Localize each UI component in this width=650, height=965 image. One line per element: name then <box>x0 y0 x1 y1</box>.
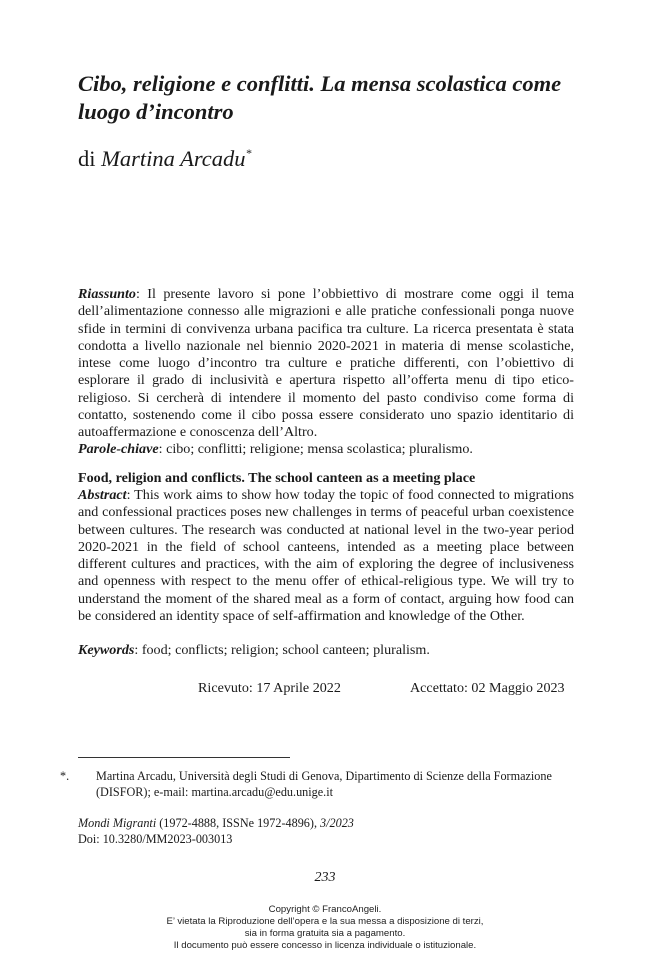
keywords-it-text: : cibo; conflitti; religione; mensa scolastica; pluralismo. <box>158 441 473 457</box>
journal-doi: Doi: 10.3280/MM2023-003013 <box>78 832 233 846</box>
abstract-it-text: : Il presente lavoro si pone l’obbiettivo di mostrare come oggi il tema dell’alimentazione connesso alle migrazioni e alle pratiche confessionali ponga nuove sfide in termini di convivenza urbana pacifica tra culture. La ricerca presentata è stata condotta a livello nazionale nel biennio 2020-2021 in materia di mense scolastiche, intese come luogo d’incontro tra culture e pratiche differenti, con l’obiettivo di esplorare il grado di inclusività e apertura rispetto all’offerta menu di tipo etico-religioso. Si cercherà di intendere il momento del pasto condiviso come forma di contatto, sostenendo come il cibo possa essere considerato uno spazio identitario di autoaffermazione e conoscenza dell’Altro. <box>78 286 574 441</box>
keywords-it-label: Parole-chiave <box>78 441 159 457</box>
italian-abstract <box>78 286 574 442</box>
author-byline <box>78 146 252 172</box>
footnote-mark: *. <box>60 769 70 783</box>
copyright-notice <box>0 904 650 952</box>
english-title: Food, religion and conflicts. The school canteen as a meeting place <box>78 470 476 486</box>
copyright-line-4: Il documento può essere concesso in licenza individuale o istituzionale. <box>173 940 477 951</box>
copyright-line-3: sia in forma gratuita sia a pagamento. <box>244 928 406 939</box>
article-title: Cibo, religione e conflitti. La mensa scolastica come luogo d’incontro <box>78 71 562 124</box>
author-footnote-mark: * <box>245 146 252 160</box>
accepted-date: Accettato: 02 Maggio 2023 <box>410 680 565 696</box>
italian-keywords <box>78 441 574 458</box>
english-abstract <box>78 487 574 625</box>
english-keywords <box>78 642 574 659</box>
keywords-en-label: Keywords <box>78 642 135 658</box>
copyright-line-1: Copyright © FrancoAngeli. <box>268 904 382 915</box>
copyright-line-2: E’ vietata la Riproduzione dell’opera e la sua messa a disposizione di terzi, <box>166 916 484 927</box>
page-number: 233 <box>314 870 336 885</box>
byline-prefix: di <box>78 146 102 171</box>
abstract-en-label: Abstract <box>78 487 127 503</box>
keywords-en-text: : food; conflicts; religion; school canteen; pluralism. <box>134 642 430 658</box>
journal-issn: (1972-4888, ISSNe 1972-4896), <box>156 816 321 830</box>
footnote-divider <box>78 757 290 758</box>
journal-issue: 3/2023 <box>320 816 354 830</box>
journal-citation <box>78 815 354 831</box>
author-name: Martina Arcadu <box>101 146 246 171</box>
journal-name: Mondi Migranti <box>78 816 157 830</box>
footnote-text: Martina Arcadu, Università degli Studi di Genova, Dipartimento di Scienze della Formazione (DISFOR); e-mail: martina.arcadu@edu.unige.it <box>96 769 552 799</box>
abstract-it-label: Riassunto <box>78 286 136 302</box>
abstract-en-text: : This work aims to show how today the topic of food connected to migrations and confessional practices poses new challenges in terms of peaceful urban coexistence between cultures. The research was conducted at national level in the two-year period 2020-2021 in the field of school canteens, intended as a meeting place between different cultures and practices, with the aim of exploring the degree of inclusiveness and openness with respect to the menu offer of ethical-religious type. We will try to understand the moment of the shared meal as a form of contact, arguing how food can be considered an identity space of self-affirmation and knowledge of the Other. <box>78 487 574 625</box>
received-date: Ricevuto: 17 Aprile 2022 <box>198 680 341 696</box>
author-footnote <box>60 768 574 800</box>
